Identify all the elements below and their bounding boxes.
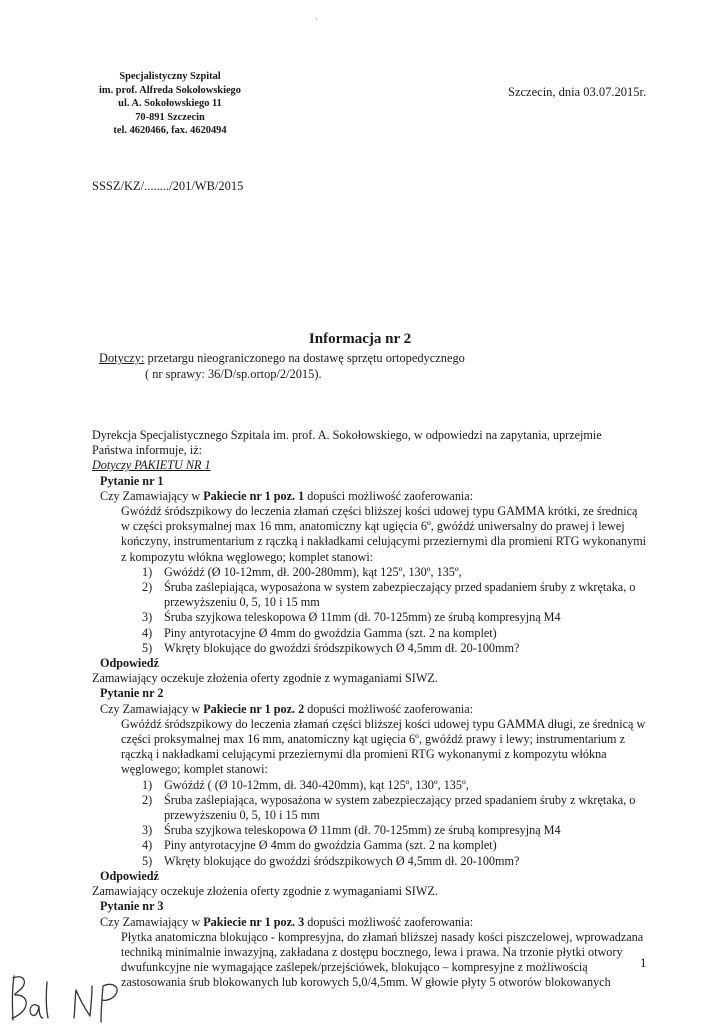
list-item: 3) Śruba szyjkowa teleskopowa Ø 11mm (dł. 70-125mm) ze śrubą kompresyjną M4 (142, 823, 561, 838)
document-title: Informacja nr 2 (308, 331, 412, 347)
list-item: 1) Gwóźdź (Ø 10-12mm, dł. 200-280mm), kąt 125º, 130º, 135º, (142, 564, 462, 579)
hospital-letterhead (70, 70, 270, 138)
subject-line-2: ( nr sprawy: 36/D/sp.ortop/2/2015). (145, 367, 322, 381)
list-item: 4) Piny antyrotacyjne Ø 4mm do gwoździa Gamma (szt. 2 na komplet) (142, 625, 497, 640)
subject-label: Dotyczy: (99, 351, 145, 365)
answer-text: Zamawiający oczekuje złożenia oferty zgodnie z wymaganiami SIWZ. (92, 884, 438, 899)
list-item: 1) Gwóźdź ( (Ø 10-12mm, dł. 340-420mm), kąt 125º, 130º, 135º, (142, 777, 469, 792)
question-desc-line: techniką minimalnie inwazyjną, zakładana z dostępu bocznego, lewa i prawa. Na trzonie płytki otwory (121, 944, 623, 959)
list-item-continuation: przewyższeniu 0, 5, 10 i 15 mm (164, 595, 320, 610)
question-desc-line: dwufunkcyjne nie wymagające zaślepek/przejściówek, blokująco – kompresyjne z możliwością (121, 960, 588, 975)
handwritten-initials (0, 968, 140, 1024)
question-desc-line: kończyny, instrumentarium z rączką i nakładkami celującymi przeziernymi dla promieni RTG wykonanymi (121, 534, 647, 549)
answer-text: Zamawiający oczekuje złożenia oferty zgodnie z wymaganiami SIWZ. (92, 671, 438, 686)
list-item: 5) Wkręty blokujące do gwoździ śródszpikowych Ø 4,5mm dł. 20-100mm? (142, 640, 520, 655)
question-desc-line: węglowego; komplet stanowi: (121, 762, 268, 777)
subject-block (99, 350, 465, 382)
question-intro: Czy Zamawiający w Pakiecie nr 1 poz. 2 dopuści możliwość zaoferowania: (100, 701, 474, 716)
letterhead-line: ul. A. Sokołowskiego 11 (118, 98, 222, 110)
question-desc-line: zastosowania śrub blokowanych lub korowych 5,0/4,5mm. W głowie płyty 5 otworów blokowanych (121, 975, 611, 990)
question-desc-line: Płytka anatomiczna blokująco - kompresyjna, do złamań bliższej nasady kości piszczelowej, wprowadzana (121, 929, 644, 944)
question-desc-line: części proksymalnej max 16 mm, anatomiczny kąt ugięcia 6º, gwóźdź prawy i lewy; instrumentarium z (121, 732, 625, 747)
list-item: 4) Piny antyrotacyjne Ø 4mm do gwoździa Gamma (szt. 2 na komplet) (142, 838, 497, 853)
question-intro: Czy Zamawiający w Pakiecie nr 1 poz. 1 dopuści możliwość zaoferowania: (100, 488, 474, 503)
pakiet-heading: Dotyczy PAKIETU NR 1 (92, 458, 211, 473)
question-label: Pytanie nr 2 (100, 686, 164, 701)
list-item: 2) Śruba zaślepiająca, wyposażona w system zabezpieczający przed spadaniem śruby z wkrętaka, o (142, 792, 636, 807)
reference-number: SSSZ/KZ/......../201/WB/2015 (92, 179, 244, 193)
answer-label: Odpowiedź (100, 868, 159, 883)
intro-line-2: Państwa informuje, iż: (92, 443, 203, 458)
question-desc-line: rączką i nakładkami celującymi przeziernymi dla promieni RTG wykonanymi z kompozytu włókna (121, 747, 607, 762)
letterhead-line: 70-891 Szczecin (135, 111, 205, 123)
question-label: Pytanie nr 1 (100, 473, 164, 488)
list-item: 5) Wkręty blokujące do gwoździ śródszpikowych Ø 4,5mm dł. 20-100mm? (142, 853, 520, 868)
scan-mark (316, 18, 317, 20)
page-number: 1 (640, 955, 647, 970)
question-label: Pytanie nr 3 (100, 899, 164, 914)
list-item: 2) Śruba zaślepiająca, wyposażona w system zabezpieczający przed spadaniem śruby z wkrętaka, o (142, 580, 636, 595)
subject-line-1: przetargu nieograniczonego na dostawę sprzętu ortopedycznego (144, 351, 465, 365)
intro-line-1: Dyrekcja Specjalistycznego Szpitala im. prof. A. Sokołowskiego, w odpowiedzi na zapytania, uprzejmie (92, 428, 602, 442)
list-item-continuation: przewyższeniu 0, 5, 10 i 15 mm (164, 808, 320, 823)
letterhead-line: Specjalistyczny Szpital (119, 71, 221, 82)
letterhead-line: tel. 4620466, fax. 4620494 (113, 125, 227, 137)
question-desc-line: Gwóźdź śródszpikowy do leczenia złamań części bliższej kości udowej typu GAMMA długi, ze średnicą w (121, 716, 646, 731)
answer-label: Odpowiedź (100, 656, 159, 671)
question-desc-line: Gwóźdź śródszpikowy do leczenia złamań części bliższej kości udowej typu GAMMA krótki, ze średnicą (121, 504, 638, 519)
document-body (92, 428, 649, 991)
letterhead-line: im. prof. Alfreda Sokołowskiego (99, 84, 241, 96)
list-item: 3) Śruba szyjkowa teleskopowa Ø 11mm (dł. 70-125mm) ze śrubą kompresyjną M4 (142, 610, 561, 625)
question-desc-line: z kompozytu włókna węglowego; komplet stanowi: (121, 549, 374, 564)
question-desc-line: w części proksymalnej max 16 mm, anatomiczny kąt ugięcia 6º, gwóźdź uniwersalny do prawej i lewej (121, 519, 625, 534)
question-intro: Czy Zamawiający w Pakiecie nr 1 poz. 3 dopuści możliwość zaoferowania: (100, 914, 474, 929)
document-date: Szczecin, dnia 03.07.2015r. (508, 85, 647, 99)
